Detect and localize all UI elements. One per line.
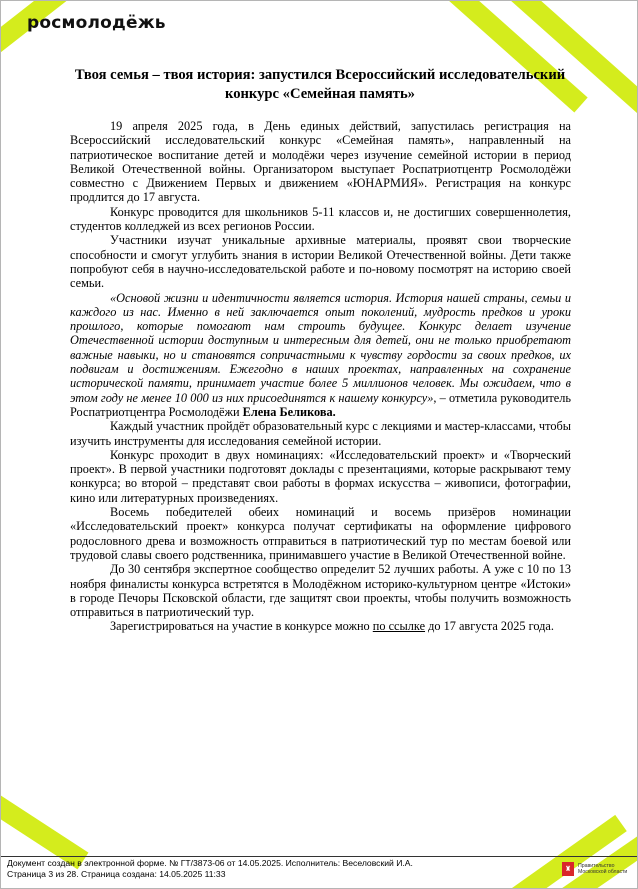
registration-text-after: до 17 августа 2025 года. (425, 619, 554, 634)
paragraph: Каждый участник пройдёт образовательный курс с лекциями и мастер-классами, чтобы изучить инструменты для исследования семейной истории. (70, 419, 571, 448)
gov-logo (562, 862, 627, 876)
registration-paragraph (70, 619, 571, 633)
coat-of-arms-icon: ♜ (562, 862, 574, 876)
paragraph: Конкурс проходит в двух номинациях: «Исследовательский проект» и «Творческий проект». В первой участники подготовят доклады с презентациями, которые раскрывают тему конкурса; во второй – представят свои работы в формах искусства – живописи, фотографии, кино или литературных произведениях. (70, 447, 571, 505)
brand-logo: росмолодёжь (27, 13, 166, 33)
document-footer (7, 858, 413, 879)
quote-text: «Основой жизни и идентичности является история. История нашей страны, семьи и каждого из нас. Именно в ней заключается опыт поколений, мудрость предков и уроки прошлого, которые помогают нам строить будущее. Конкурс делает изучение Отечественной истории доступным и интересным для детей, они не только приобретают важные навыки, но и становятся сопричастными к чувству гордости за своих предков, их подвигам и достижениям. Ежегодно в наших проектах, направленных на сохранение исторической памяти, принимает участие более 5 миллионов человек. Мы ожидаем, что в этом году не менее 10 000 из них присоединятся к нашему конкурсу» (70, 290, 571, 405)
footer-page-info: Страница 3 из 28. Страница создана: 14.05.2025 11:33 (7, 868, 226, 879)
registration-text-before: Зарегистрироваться на участие в конкурсе можно (110, 619, 373, 634)
paragraph: 19 апреля 2025 года, в День единых действий, запустилась регистрация на Всероссийский исследовательский конкурс «Семейная память», направленный на патриотическое воспитание детей и молодёжи через изучение семейной истории в период Великой Отечественной войны. Организатором выступает Роспатриотцентр Росмолодёжи совместно с Движением Первых и движением «ЮНАРМИЯ». Регистрация на конкурс продлится до 17 августа. (70, 119, 571, 205)
page-title: Твоя семья – твоя история: запустился Всероссийский исследовательский конкурс «Семейная память» (74, 67, 566, 102)
paragraph: Конкурс проводится для школьников 5-11 классов и, не достигших совершеннолетия, студентов колледжей из всех регионов России. (70, 204, 571, 234)
footer-doc-info: Документ создан в электронной форме. № ГТ/3873-06 от 14.05.2025. Исполнитель: Веселовский И.А. (7, 858, 413, 868)
article-body (70, 119, 571, 634)
footer-divider (1, 856, 637, 857)
quote-author: Елена Беликова. (242, 404, 336, 419)
bottom-left-stripe (1, 801, 83, 861)
registration-link[interactable]: по ссылке (372, 619, 426, 634)
paragraph: Участники изучат уникальные архивные материалы, проявят свои творческие способности и смогут углубить знания в истории Великой Отечественной войны. Дети также попробуют себя в научно-исследовательской работе и по-новому посмотрят на историю своей семьи. (70, 233, 571, 291)
quote-attribution: , – отметила руководитель Роспатриотцентра Росмолодёжи (70, 390, 571, 419)
gov-logo-line: Правительство (578, 863, 615, 869)
gov-logo-line: Московской области (578, 869, 628, 875)
quote-paragraph (70, 291, 571, 420)
paragraph: Восемь победителей обеих номинаций и восемь призёров номинации «Исследовательский проект» конкурса получат сертификаты на оформление цифрового родословного древа и возможность отправиться в патриотический тур по местам боевой или трудовой славы своего родственника, принимавшего участие в Великой Отечественной войне. (70, 505, 571, 562)
gov-logo-text (578, 863, 627, 875)
paragraph: До 30 сентября экспертное сообщество определит 52 лучших работы. А уже с 10 по 13 ноября финалисты конкурса встретятся в Молодёжном историко-культурном центре «Истоки» в городе Печоры Псковской области, где защитят свои проекты, чтобы получить возможность отправиться в патриотический тур. (70, 562, 571, 620)
